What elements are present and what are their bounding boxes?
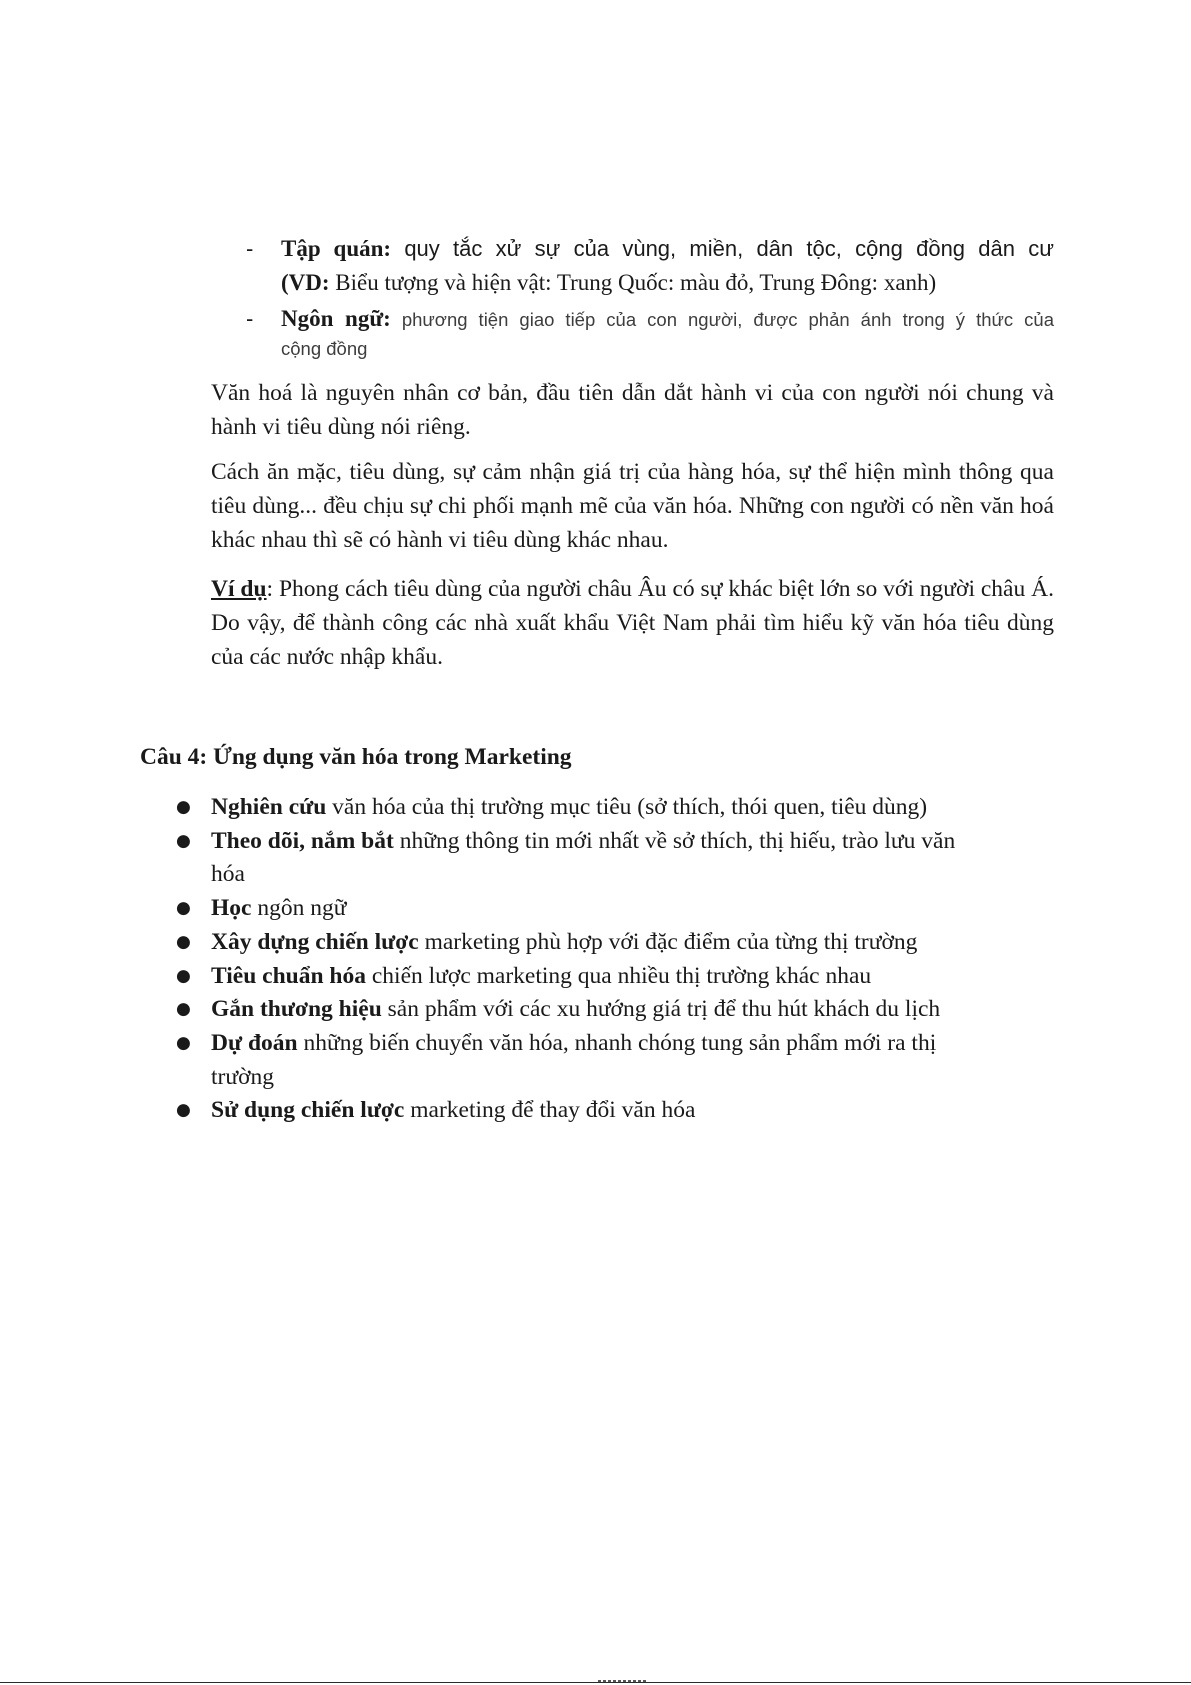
dash-line bbox=[281, 304, 1054, 335]
dash-marker: - bbox=[246, 236, 254, 261]
bullet-icon: ● bbox=[176, 898, 191, 919]
bullet-text: sản phẩm với các xu hướng giá trị để thu hút khách du lịch bbox=[381, 996, 941, 1023]
bullet-bold: Theo dõi, nắm bắt bbox=[211, 827, 394, 854]
term-definition: phương tiện giao tiếp của con người, được phản ánh trong ý thức của bbox=[390, 309, 1054, 330]
section-heading: Câu 4: Ứng dụng văn hóa trong Marketing bbox=[140, 744, 572, 770]
bullet-icon: ● bbox=[176, 999, 191, 1020]
example-text: Biểu tượng và hiện vật: Trung Quốc: màu đỏ, Trung Đông: xanh) bbox=[329, 270, 937, 295]
bullet-bold: Gắn thương hiệu bbox=[211, 996, 382, 1023]
bullet-text: những thông tin mới nhất về sở thích, thị hiếu, trào lưu văn hóa bbox=[211, 827, 956, 888]
bullet-bold: Tiêu chuẩn hóa bbox=[211, 962, 366, 989]
list-item bbox=[176, 1027, 1036, 1094]
list-item bbox=[176, 1094, 1036, 1128]
example-label: Ví dụ bbox=[211, 576, 267, 602]
bullet-text: văn hóa của thị trường mục tiêu (sở thích, thói quen, tiêu dùng) bbox=[326, 794, 928, 820]
paragraph-culture-cause: Văn hoá là nguyên nhân cơ bản, đầu tiên dẫn dắt hành vi của con người nói chung và hành vi tiêu dùng nói riêng. bbox=[211, 380, 1054, 440]
example-prefix: (VD: bbox=[281, 270, 330, 295]
bullet-icon: ● bbox=[176, 797, 191, 817]
dash-line bbox=[281, 232, 1054, 266]
bullet-bold: Học bbox=[211, 895, 252, 922]
list-item bbox=[176, 993, 1036, 1027]
bullet-bold: Nghiên cứu bbox=[211, 794, 327, 820]
bullet-icon: ● bbox=[176, 931, 191, 952]
list-item bbox=[176, 892, 1036, 926]
bullet-text: marketing để thay đổi văn hóa bbox=[404, 1097, 696, 1124]
term-definition-continued: cộng đồng bbox=[281, 338, 368, 359]
bullet-icon: ● bbox=[176, 1100, 191, 1121]
term-definition: quy tắc xử sự của vùng, miền, dân tộc, cộng đồng dân cư bbox=[391, 236, 1054, 261]
paragraph-culture-influence: Cách ăn mặc, tiêu dùng, sự cảm nhận giá trị của hàng hóa, sự thể hiện mình thông qua tiêu dùng... đều chịu sự chi phối mạnh mẽ của văn hóa. Những con người có nền văn hoá khác nhau thì sẽ có hành vi tiêu dùng khác nhau. bbox=[211, 459, 1054, 553]
list-item bbox=[176, 825, 1036, 892]
bullet-bold: Xây dựng chiến lược bbox=[211, 928, 419, 955]
bullet-text: những biến chuyển văn hóa, nhanh chóng tung sản phẩm mới ra thị trường bbox=[211, 1029, 937, 1090]
dash-item-tap-quan bbox=[246, 232, 1054, 300]
bullet-text: chiến lược marketing qua nhiều thị trường khác nhau bbox=[366, 962, 872, 989]
term-label: Ngôn ngữ: bbox=[281, 306, 391, 331]
bullet-bold: Sử dụng chiến lược bbox=[211, 1097, 405, 1124]
page-bottom-rule bbox=[0, 1682, 1191, 1683]
bullet-icon: ● bbox=[176, 1032, 191, 1053]
example-text: : Phong cách tiêu dùng của người châu Âu có sự khác biệt lớn so với người châu Á. Do vậy, để thành công các nhà xuất khẩu Việt Nam phải tìm hiểu kỹ văn hóa tiêu dùng của các nước nhập khẩu. bbox=[211, 576, 1054, 670]
dash-marker: - bbox=[246, 306, 254, 331]
page-bottom-mark bbox=[598, 1680, 648, 1682]
bullet-text: ngôn ngữ bbox=[251, 895, 347, 922]
list-item bbox=[176, 926, 1036, 960]
dash-line bbox=[281, 266, 1054, 300]
bullet-bold: Dự đoán bbox=[211, 1029, 298, 1056]
bullet-list bbox=[176, 791, 1036, 1128]
list-item bbox=[176, 960, 1036, 994]
dash-list bbox=[246, 232, 1054, 367]
bullet-icon: ● bbox=[176, 830, 191, 851]
bullet-text: marketing phù hợp với đặc điểm của từng thị trường bbox=[418, 928, 918, 955]
term-label: Tập quán: bbox=[281, 236, 392, 261]
bullet-icon: ● bbox=[176, 965, 191, 986]
list-item bbox=[176, 791, 1036, 825]
paragraph-example bbox=[211, 572, 1054, 674]
dash-item-ngon-ngu bbox=[246, 304, 1054, 363]
